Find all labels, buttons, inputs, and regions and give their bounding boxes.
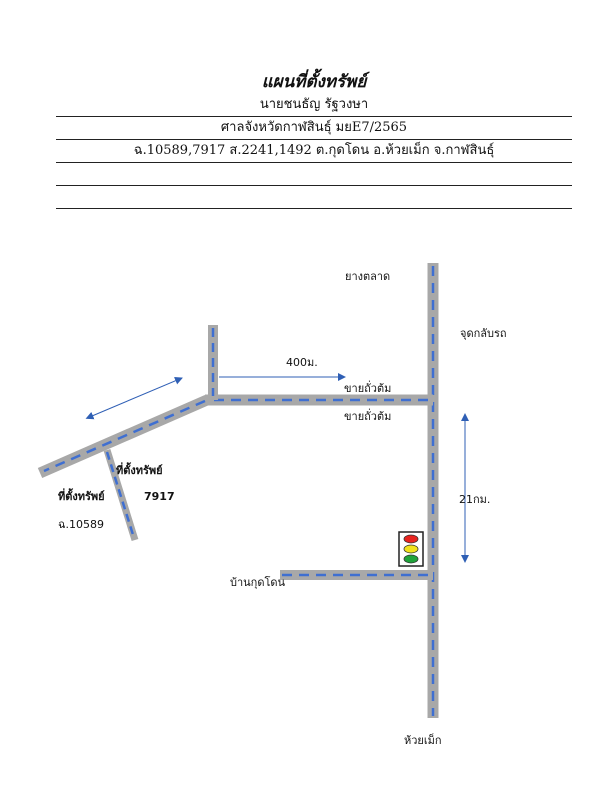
- page-title: แผนที่ตั้งทรัพย์: [261, 72, 367, 92]
- owner-name: นายชนธัญ รัฐวงษา: [259, 97, 369, 112]
- label-property-lower: ที่ตั้งทรัพย์: [58, 490, 105, 503]
- label-distance-21km: 21กม.: [459, 493, 491, 506]
- diagonal-road: [40, 400, 207, 473]
- label-yang-talat: ยางตลาด: [345, 270, 391, 283]
- label-property-upper: ที่ตั้งทรัพย์: [116, 464, 163, 477]
- label-distance-400m: 400ม.: [286, 356, 318, 369]
- label-khai-thua-tom-lower: ขายถั่วต้ม: [344, 410, 392, 423]
- label-deed-10589: ฉ.10589: [58, 518, 104, 531]
- distance-arrow-diagonal: [92, 378, 182, 416]
- court-case: ศาลจังหวัดกาฬสินธุ์ มยE7/2565: [220, 120, 408, 135]
- label-turnaround: จุดกลับรถ: [460, 327, 507, 340]
- label-huai-mek: ห้วยเม็ก: [404, 734, 442, 747]
- label-ban-kut-don: บ้านกุดโดน: [230, 576, 286, 589]
- property-location: ฉ.10589,7917 ส.2241,1492 ต.กุดโดน อ.ห้วยเม็ก จ.กาฬสินธุ์: [133, 143, 495, 158]
- label-deed-7917: 7917: [144, 490, 175, 503]
- label-khai-thua-tom-upper: ขายถั่วต้ม: [344, 382, 392, 395]
- traffic-light-icon: [399, 532, 423, 566]
